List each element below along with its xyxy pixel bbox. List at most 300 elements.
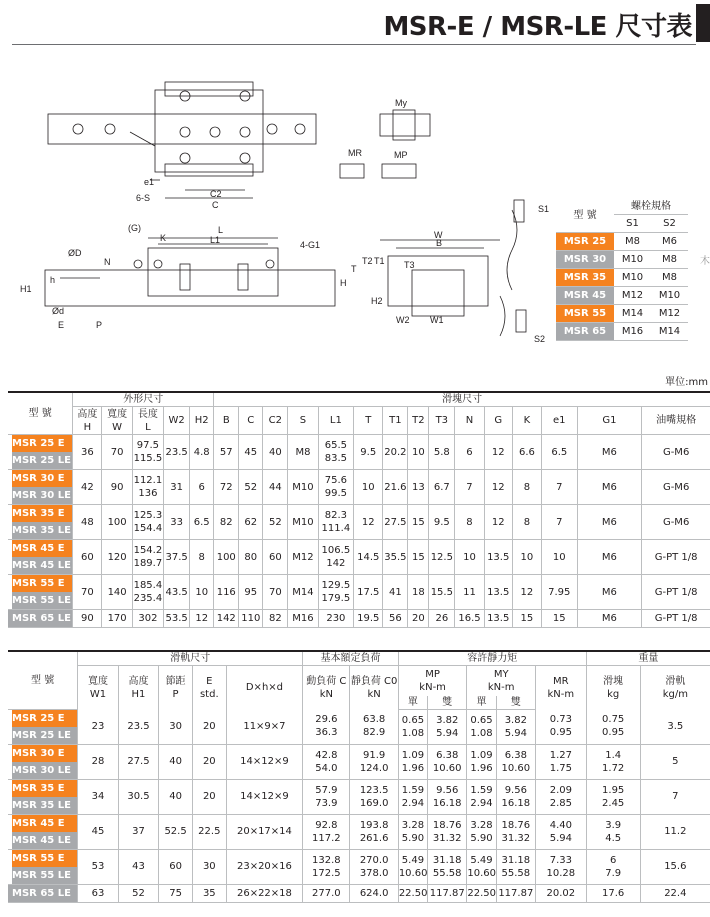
spec1-cell-T3: 5.8: [429, 435, 455, 470]
spec2-weight-bottom: kg/m: [662, 688, 688, 700]
spec1-cell-G1: M6: [577, 505, 642, 540]
spec2-row: [8, 849, 710, 884]
spec2-cell-E: 22.5: [192, 814, 226, 849]
spec1-col-H2: H2: [190, 407, 214, 435]
spec2-model: [8, 884, 78, 902]
label-b: B: [436, 238, 443, 248]
spec1-cell-K: 8: [512, 470, 541, 505]
spec2-cell-MP1: [398, 744, 427, 779]
right-edge-mark: 木: [700, 256, 710, 267]
spec2-cell-C-line: 117.2: [312, 832, 341, 844]
spec1-model-name: MSR 55 E: [12, 575, 72, 592]
spec1-model-name: MSR 25 LE: [12, 452, 72, 469]
spec2-group-weight: 重量: [586, 651, 710, 666]
spec2-cell-MP2-line: 117.87: [429, 887, 465, 899]
spec1-col-L1: L1: [318, 407, 354, 435]
spec1-cell-H2: 4.8: [190, 435, 214, 470]
spec2-cell-MP1-line: 2.94: [401, 797, 425, 809]
bolt-s1: M8: [614, 232, 651, 250]
spec2-cell-MR-line: 7.33: [549, 854, 572, 866]
spec1-model-name: MSR 30 LE: [12, 487, 72, 504]
spec2-model: [8, 744, 78, 779]
spec1-cell-C2: 52: [263, 505, 288, 540]
spec2-cell-MY2: [496, 744, 535, 779]
spec2-model-name: MSR 45 E: [12, 815, 77, 832]
spec2-cell-block-line: 17.6: [602, 887, 625, 899]
spec1-cell-T1: 21.6: [383, 470, 408, 505]
bolt-col-s1: S1: [614, 214, 651, 232]
spec2-cell-Dhd: 26×22×18: [226, 884, 303, 902]
spec2-cell-H1: 30.5: [118, 779, 158, 814]
spec2-cell-MY1: [467, 744, 496, 779]
spec2-mr-col: [536, 666, 587, 710]
spec2-load-col: [303, 666, 350, 710]
bolt-s1: M16: [614, 322, 651, 340]
technical-drawings: [0, 52, 556, 352]
spec2-cell-P: 30: [159, 709, 193, 744]
spec1-cell-N: 10: [455, 540, 484, 575]
spec1-cell-H2: 6: [190, 470, 214, 505]
rail-spec-table: [8, 650, 710, 903]
spec1-cell-G1: M6: [577, 435, 642, 470]
spec2-cell-MR-line: 1.27: [549, 749, 572, 761]
spec2-cell-C: [303, 744, 350, 779]
bolt-header-group: 螺栓規格: [614, 196, 688, 214]
label-l: L: [218, 225, 224, 235]
spec1-cell-T1: 56: [383, 610, 408, 628]
spec1-cell-e1: 6.5: [542, 435, 578, 470]
spec2-rail-col-top: 高度: [128, 675, 149, 687]
spec2-cell-Dhd: 14×12×9: [226, 744, 303, 779]
spec1-cell-C2: 60: [263, 540, 288, 575]
spec2-cell-MP2: [428, 779, 467, 814]
spec1-row: [8, 575, 710, 610]
spec1-col-top: 長度: [137, 408, 158, 420]
spec2-cell-E: 35: [192, 884, 226, 902]
spec2-cell-MY2-line: 18.76: [501, 819, 531, 831]
label-t1: T1: [374, 256, 385, 266]
spec1-cell-L1: [318, 470, 354, 505]
spec2-cell-block-line: 1.95: [602, 784, 625, 796]
spec1-model-name: MSR 65 LE: [12, 613, 71, 624]
spec1-cell-T2: 10: [408, 435, 429, 470]
spec1-model: [8, 540, 73, 575]
spec1-cell-T1: 35.5: [383, 540, 408, 575]
spec2-cell-E: 20: [192, 709, 226, 744]
spec1-cell-L1-line: 65.5: [324, 440, 347, 451]
spec2-cell-Dhd: 20×17×14: [226, 814, 303, 849]
page-title: MSR-E / MSR-LE 尺寸表: [383, 12, 692, 42]
spec2-cell-C0-line: 82.9: [363, 727, 386, 739]
spec2-cell-C: [303, 779, 350, 814]
spec2-cell-MP1: [398, 884, 427, 902]
spec1-model: [8, 470, 73, 505]
spec2-cell-MP1-line: 1.96: [401, 762, 425, 774]
spec2-cell-C0: [350, 779, 398, 814]
spec1-cell-H: 60: [73, 540, 102, 575]
spec2-model: [8, 779, 78, 814]
spec1-cell-G1: M6: [577, 470, 642, 505]
spec2-single: 單: [467, 696, 496, 710]
spec1-cell-T: 9.5: [354, 435, 383, 470]
spec1-cell-K: 10: [512, 540, 541, 575]
spec2-cell-block: [586, 779, 640, 814]
spec2-cell-Dhd: 11×9×7: [226, 709, 303, 744]
spec1-cell-W: 70: [102, 435, 132, 470]
spec2-load-col-top: 動負荷 C: [306, 675, 347, 687]
spec2-cell-Dhd: 23×20×16: [226, 849, 303, 884]
spec2-cell-MP2-line: 9.56: [436, 784, 459, 796]
spec2-cell-MR: [536, 849, 587, 884]
spec2-cell-MY1-line: 1.09: [470, 749, 493, 761]
label-h1: H1: [20, 284, 32, 294]
spec1-cell-H: 70: [73, 575, 102, 610]
spec1-col-T2: T2: [408, 407, 429, 435]
top-view-drawing: [48, 82, 362, 210]
label-mr: MR: [348, 148, 362, 158]
spec2-cell-block-line: 7.9: [605, 867, 622, 879]
spec1-cell-G1: M6: [577, 540, 642, 575]
bolt-s2: M10: [651, 286, 688, 304]
spec2-cell-C0: [350, 849, 398, 884]
spec1-cell-L: [132, 575, 163, 610]
bolt-row: [556, 286, 688, 304]
spec2-cell-block-line: 3.9: [605, 819, 622, 831]
spec2-cell-C0: [350, 884, 398, 902]
spec1-model-name: MSR 35 E: [12, 505, 72, 522]
spec2-cell-MY1: [467, 849, 496, 884]
spec2-cell-MY2-line: 55.58: [501, 867, 531, 879]
spec2-cell-MP1-line: 1.08: [401, 727, 425, 739]
spec2-moment-bottom: kN-m: [487, 681, 515, 693]
spec2-cell-C-line: 73.9: [315, 797, 338, 809]
spec2-cell-MR: [536, 744, 587, 779]
spec1-cell-L1-line: 142: [326, 558, 346, 569]
spec2-cell-MY2: [496, 709, 535, 744]
spec2-rail-col: [226, 666, 303, 710]
spec1-cell-B: 116: [214, 575, 239, 610]
spec2-cell-block-line: 6: [609, 854, 617, 866]
spec1-cell-L1-line: 230: [326, 613, 346, 624]
bolt-s1: M14: [614, 304, 651, 322]
spec1-cell-L1-line: 129.5: [321, 580, 351, 591]
label-s1: S1: [538, 204, 550, 214]
spec2-model-name: MSR 35 E: [12, 780, 77, 797]
spec1-cell-oil: G-PT 1/8: [642, 610, 710, 628]
spec2-cell-MP2: [428, 744, 467, 779]
spec2-load-col-bottom: kN: [367, 688, 381, 700]
spec1-cell-G: 12: [484, 505, 512, 540]
spec2-cell-MP1-line: 5.49: [401, 854, 425, 866]
spec2-single: 單: [398, 696, 427, 710]
spec2-cell-MY1: [467, 814, 496, 849]
title-rule: [12, 44, 696, 45]
spec2-cell-MR-line: 1.75: [549, 762, 572, 774]
spec2-cell-block-line: 1.4: [605, 749, 622, 761]
spec1-cell-C2: 44: [263, 470, 288, 505]
spec2-my-col: [467, 666, 536, 696]
spec1-col-W2: W2: [164, 407, 190, 435]
spec2-cell-W1: 34: [78, 779, 118, 814]
spec1-cell-L1-line: 179.5: [321, 593, 351, 604]
spec1-cell-L-line: 97.5: [136, 440, 160, 451]
bolt-row: [556, 250, 688, 268]
spec1-cell-N: 11: [455, 575, 484, 610]
bolt-row: [556, 268, 688, 286]
unit-label: 單位:mm: [665, 377, 708, 388]
spec1-cell-H2: 10: [190, 575, 214, 610]
label-e1: e1: [144, 177, 155, 187]
spec2-cell-C0-line: 193.8: [359, 819, 389, 831]
spec1-cell-L-line: 125.3: [133, 510, 163, 521]
spec1-cell-L-line: 185.4: [133, 580, 163, 591]
spec1-cell-C2: 82: [263, 610, 288, 628]
label-6s: 6-S: [136, 193, 151, 203]
spec1-group-outline: 外形尺寸: [73, 392, 214, 407]
bolt-table-body: [556, 232, 688, 340]
label-t2: T2: [362, 256, 373, 266]
spec2-cell-MY1-line: 1.96: [470, 762, 493, 774]
spec1-cell-L1: [318, 610, 354, 628]
spec2-cell-MY1-line: 1.59: [470, 784, 493, 796]
spec1-cell-K: 6.6: [512, 435, 541, 470]
spec2-cell-C0-line: 378.0: [359, 867, 389, 879]
spec1-col-T3: T3: [429, 407, 455, 435]
spec2-rail-col: [78, 666, 118, 710]
spec2-cell-MR-line: 4.40: [549, 819, 572, 831]
spec2-cell-block-line: 4.5: [605, 832, 622, 844]
spec2-cell-MR-line: 0.73: [549, 714, 572, 726]
spec1-cell-L-line: 302: [138, 613, 158, 624]
spec1-cell-T2: 18: [408, 575, 429, 610]
spec2-header-model: 型 號: [8, 651, 78, 709]
spec2-cell-C: [303, 814, 350, 849]
label-t3: T3: [404, 260, 415, 270]
spec2-cell-MY2-line: 9.56: [504, 784, 527, 796]
spec2-cell-MP1: [398, 709, 427, 744]
spec2-mp-col: [398, 666, 467, 696]
spec1-cell-K: 12: [512, 575, 541, 610]
spec1-body: [8, 435, 710, 628]
spec2-cell-P: 75: [159, 884, 193, 902]
spec1-cell-C: 80: [239, 540, 263, 575]
spec1-col-top: 高度: [77, 408, 98, 420]
spec2-cell-H1: 23.5: [118, 709, 158, 744]
spec1-cell-G: 12: [484, 470, 512, 505]
spec2-cell-MY2: [496, 814, 535, 849]
spec2-cell-C: [303, 709, 350, 744]
spec2-cell-MY2-line: 6.38: [504, 749, 527, 761]
spec1-cell-W: 140: [102, 575, 132, 610]
spec2-model: [8, 814, 78, 849]
spec1-row: [8, 435, 710, 470]
spec2-cell-MP2-line: 3.82: [436, 714, 459, 726]
spec2-cell-C-line: 172.5: [312, 867, 341, 879]
spec1-cell-L: [132, 540, 163, 575]
spec1-model: [8, 610, 73, 628]
spec2-cell-MP2-line: 6.38: [436, 749, 459, 761]
spec2-weight-col: [586, 666, 640, 710]
spec2-cell-MR-line: 2.09: [549, 784, 572, 796]
spec2-cell-MY1-line: 0.65: [470, 714, 493, 726]
spec1-cell-S: M8: [288, 435, 318, 470]
spec1-cell-L-line: 112.1: [133, 475, 163, 486]
spec2-rail-col: [192, 666, 226, 710]
spec2-cell-C-line: 36.3: [315, 727, 338, 739]
spec1-cell-oil: G-PT 1/8: [642, 540, 710, 575]
spec1-cell-B: 100: [214, 540, 239, 575]
spec2-cell-MY1: [467, 779, 496, 814]
spec2-cell-C0-line: 624.0: [359, 887, 389, 899]
spec2-row: [8, 744, 710, 779]
bolt-spec-table: [556, 196, 688, 341]
spec1-cell-e1: 7: [542, 470, 578, 505]
spec2-cell-MY1-line: 1.08: [470, 727, 493, 739]
spec1-cell-L: [132, 610, 163, 628]
spec1-cell-N: 6: [455, 435, 484, 470]
spec1-cell-L-line: 154.4: [133, 523, 163, 534]
spec1-col-bottom: W: [112, 421, 123, 433]
spec2-group-rail: 滑軌尺寸: [78, 651, 303, 666]
spec2-cell-rail: 22.4: [640, 884, 710, 902]
spec1-cell-L-line: 136: [138, 488, 158, 499]
spec2-model: [8, 849, 78, 884]
spec1-cell-C: 62: [239, 505, 263, 540]
spec1-cell-B: 142: [214, 610, 239, 628]
spec2-rail-col-top: E: [206, 675, 213, 687]
spec2-cell-C-line: 132.8: [312, 854, 341, 866]
label-g: (G): [128, 223, 141, 233]
spec1-cell-C: 110: [239, 610, 263, 628]
spec1-cell-L1-line: 83.5: [324, 453, 347, 464]
spec2-cell-W1: 63: [78, 884, 118, 902]
spec2-cell-MP1-line: 3.28: [401, 819, 425, 831]
spec1-cell-S: M10: [288, 505, 318, 540]
spec1-model-name: MSR 45 E: [12, 540, 72, 557]
spec1-cell-T3: 15.5: [429, 575, 455, 610]
spec2-cell-MR-line: 0.95: [549, 727, 572, 739]
spec1-cell-C: 45: [239, 435, 263, 470]
spec2-cell-rail: 5: [640, 744, 710, 779]
spec2-cell-block-line: 1.72: [602, 762, 625, 774]
spec1-cell-T1: 20.2: [383, 435, 408, 470]
spec1-cell-L1: [318, 540, 354, 575]
spec2-cell-C0-line: 270.0: [359, 854, 389, 866]
spec2-cell-E: 20: [192, 744, 226, 779]
spec2-cell-C-line: 29.6: [315, 714, 338, 726]
spec1-model-name: MSR 55 LE: [12, 592, 72, 609]
spec2-cell-C0-line: 261.6: [359, 832, 389, 844]
spec1-cell-H: 90: [73, 610, 102, 628]
spec2-cell-MP2: [428, 814, 467, 849]
spec1-cell-B: 57: [214, 435, 239, 470]
spec1-cell-L: [132, 470, 163, 505]
spec2-cell-MP2: [428, 849, 467, 884]
spec1-col-T1: T1: [383, 407, 408, 435]
spec2-cell-MP1-line: 0.65: [401, 714, 425, 726]
spec1-cell-N: 7: [455, 470, 484, 505]
spec2-cell-C0: [350, 814, 398, 849]
bolt-s2: M12: [651, 304, 688, 322]
label-w2: W2: [396, 315, 410, 325]
spec1-cell-T: 12: [354, 505, 383, 540]
spec2-cell-W1: 23: [78, 709, 118, 744]
spec2-moment-top: MY: [493, 668, 509, 680]
spec2-cell-E: 20: [192, 779, 226, 814]
side-view-drawing: [340, 200, 549, 344]
bolt-model: MSR 35: [556, 268, 614, 286]
spec2-weight-top: 滑塊: [603, 675, 624, 687]
spec2-cell-MP1-line: 5.90: [401, 832, 425, 844]
spec2-cell-MY2: [496, 849, 535, 884]
spec2-model-name: MSR 55 LE: [12, 867, 77, 884]
spec2-cell-MP2-line: 18.76: [432, 819, 462, 831]
spec2-cell-H1: 52: [118, 884, 158, 902]
spec2-model-name: MSR 30 E: [12, 745, 77, 762]
spec1-cell-G: 13.5: [484, 575, 512, 610]
spec1-col-C: C: [239, 407, 263, 435]
bolt-s1: M10: [614, 268, 651, 286]
spec2-body: [8, 709, 710, 902]
spec1-cell-T: 10: [354, 470, 383, 505]
spec2-cell-E: 30: [192, 849, 226, 884]
spec1-cell-L1-line: 111.4: [321, 523, 351, 534]
spec2-cell-MP1: [398, 849, 427, 884]
spec1-cell-C: 52: [239, 470, 263, 505]
spec2-cell-MP1-line: 1.09: [401, 749, 425, 761]
spec1-row: [8, 610, 710, 628]
label-c: C: [212, 200, 219, 210]
spec1-model-name: MSR 35 LE: [12, 522, 72, 539]
spec2-cell-block: [586, 709, 640, 744]
spec2-cell-P: 52.5: [159, 814, 193, 849]
spec1-cell-G: 12: [484, 435, 512, 470]
spec2-cell-W1: 28: [78, 744, 118, 779]
spec1-cell-W: 120: [102, 540, 132, 575]
spec1-cell-T2: 15: [408, 505, 429, 540]
spec1-cell-T2: 13: [408, 470, 429, 505]
spec1-cell-W2: 23.5: [164, 435, 190, 470]
spec2-cell-MP2-line: 55.58: [432, 867, 462, 879]
spec2-cell-C-line: 54.0: [315, 762, 338, 774]
spec2-model-name: MSR 35 LE: [12, 797, 77, 814]
spec2-model: [8, 709, 78, 744]
spec2-cell-C: [303, 849, 350, 884]
spec2-cell-MR-line: 5.94: [549, 832, 572, 844]
spec1-cell-W: 170: [102, 610, 132, 628]
spec2-cell-block: [586, 884, 640, 902]
spec2-cell-C0-line: 124.0: [359, 762, 389, 774]
label-k: K: [160, 233, 167, 243]
spec2-cell-C0: [350, 709, 398, 744]
spec1-cell-S: M16: [288, 610, 318, 628]
bolt-s1: M12: [614, 286, 651, 304]
bolt-model: MSR 65: [556, 322, 614, 340]
bolt-header-model: 型 號: [556, 196, 614, 232]
spec2-cell-C: [303, 884, 350, 902]
spec2-rail-col: [118, 666, 158, 710]
spec2-cell-MP2-line: 10.60: [432, 762, 462, 774]
spec1-cell-T3: 12.5: [429, 540, 455, 575]
spec2-cell-MY2: [496, 884, 535, 902]
spec2-cell-C0-line: 63.8: [363, 714, 386, 726]
front-view-drawing: [20, 223, 335, 330]
spec2-cell-MP2-line: 31.18: [432, 854, 462, 866]
spec1-cell-L1: [318, 435, 354, 470]
spec2-group-load: 基本額定負荷: [303, 651, 399, 666]
label-e: E: [58, 320, 65, 330]
spec2-cell-P: 40: [159, 744, 193, 779]
